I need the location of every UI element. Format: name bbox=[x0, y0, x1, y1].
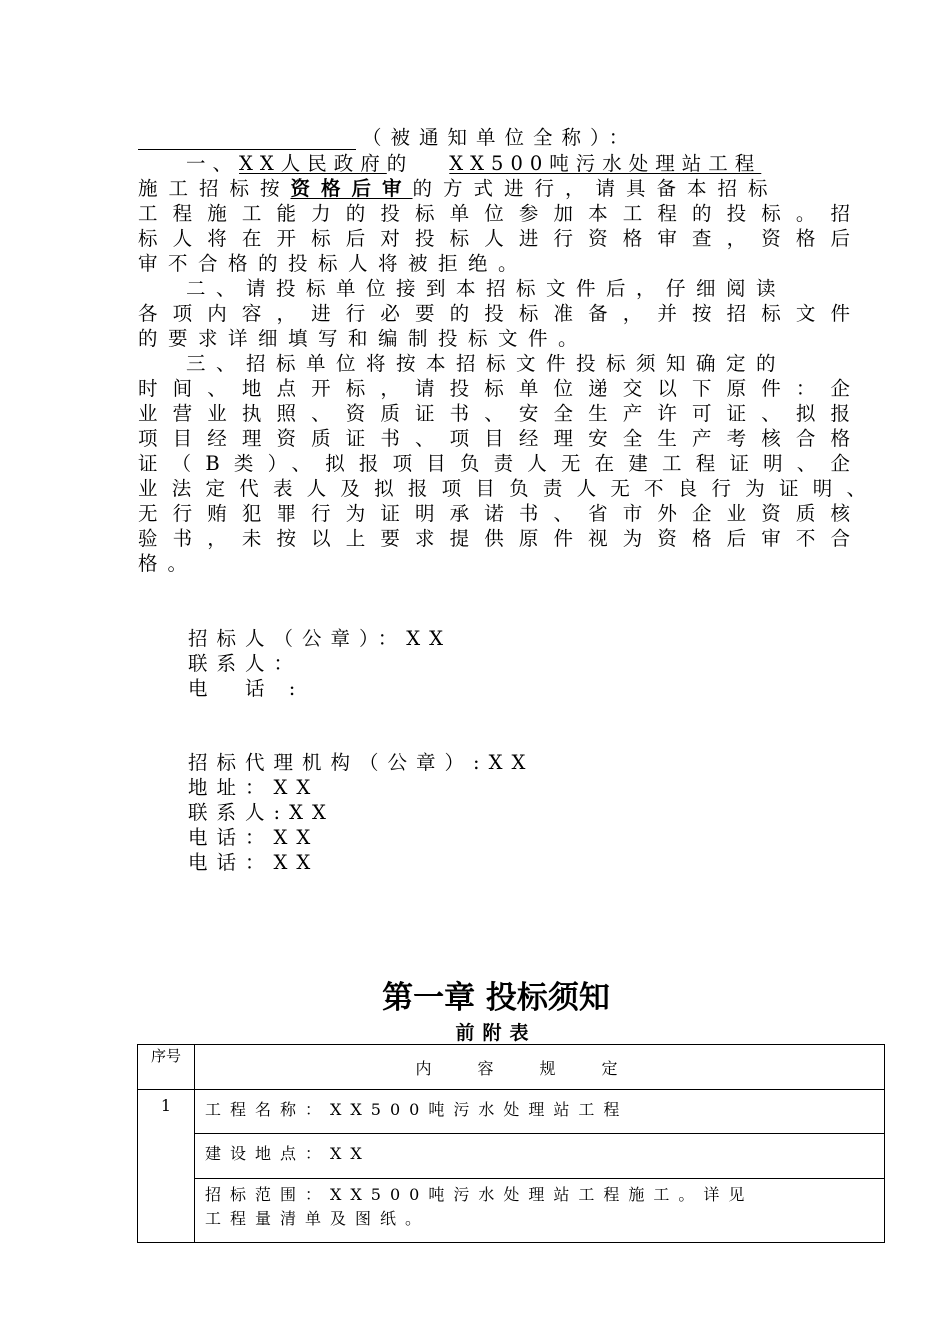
paragraph-2-line-1: 二、请投标单位接到本招标文件后，仔细阅读 bbox=[186, 277, 787, 300]
paragraph-3-line-1: 三、招标单位将按本招标文件投标须知确定的 bbox=[186, 352, 787, 375]
addressee-line bbox=[138, 122, 850, 150]
table-row bbox=[138, 1090, 885, 1134]
agency-line: 招标代理机构（公章）:XX bbox=[188, 751, 535, 774]
paragraph-1-line-2 bbox=[138, 173, 850, 201]
table-row bbox=[138, 1134, 885, 1179]
agency-contact-line: 联系人:XX bbox=[188, 801, 335, 824]
paragraph-1-line-4: 标人将在开标后对投标人进行资格审查，资格后 bbox=[138, 227, 850, 250]
paragraph-3-line-2: 时间、地点开标，请投标单位递交以下原件：企 bbox=[138, 377, 850, 400]
scope-cell bbox=[195, 1179, 885, 1243]
address-line: 地址：XX bbox=[188, 776, 320, 799]
chapter-title: 第一章 投标须知 bbox=[382, 980, 610, 1016]
paragraph-1-line-1 bbox=[138, 148, 850, 176]
paragraph-2-line-3: 的要求详细填写和编制投标文件。 bbox=[138, 327, 589, 350]
table-row bbox=[138, 1179, 885, 1243]
chapter-subtitle: 前附表 bbox=[455, 1022, 537, 1044]
scope-line-1: 招标范围：XX500吨污水处理站工程施工。详见 bbox=[205, 1185, 754, 1204]
p1-prefix: 一、 bbox=[186, 152, 240, 175]
p1-issuer: XX人民政府 bbox=[239, 152, 387, 175]
paragraph-3-line-8: 验书，未按以上要求提供原件视为资格后审不合 bbox=[138, 527, 850, 550]
project-name-cell: 工程名称：XX500吨污水处理站工程 bbox=[195, 1090, 885, 1134]
paragraph-1-line-3: 工程施工能力的投标单位参加本工程的投标。招 bbox=[138, 202, 850, 225]
phone-line: 电 话 : bbox=[188, 677, 305, 700]
p1-l2-bold: 资格后审 bbox=[290, 177, 413, 200]
header-num-cell: 序号 bbox=[138, 1045, 195, 1090]
row-num-cell: 1 bbox=[138, 1090, 195, 1243]
paragraph-3-line-5: 证（B类）、拟报项目负责人无在建工程证明、企 bbox=[138, 452, 850, 475]
p1-de: 的 bbox=[386, 152, 414, 175]
agency-phone-line-2: 电话：XX bbox=[188, 851, 320, 874]
paragraph-1-line-5: 审不合格的投标人将被拒绝。 bbox=[138, 252, 529, 275]
p1-l2-a: 施工招标按 bbox=[138, 177, 291, 200]
tenderer-line: 招标人（公章）：XX bbox=[188, 627, 453, 650]
p1-project: XX500吨污水处理站工程 bbox=[449, 152, 762, 175]
paragraph-2-line-2: 各项内容，进行必要的投标准备，并按招标文件 bbox=[138, 302, 850, 325]
scope-line-2: 工程量清单及图纸。 bbox=[205, 1209, 431, 1228]
paragraph-3-line-4: 项目经理资质证书、项目经理安全生产考核合格 bbox=[138, 427, 850, 450]
addressee-label: （被通知单位全称）： bbox=[362, 126, 638, 149]
contact-line: 联系人： bbox=[188, 652, 303, 675]
paragraph-3-line-9: 格。 bbox=[138, 552, 198, 575]
header-content-cell: 内容规定 bbox=[195, 1045, 885, 1090]
location-cell: 建设地点：XX bbox=[195, 1134, 885, 1179]
paragraph-3-line-6: 业法定代表人及拟报项目负责人无不良行为证明、 bbox=[138, 477, 866, 500]
front-attachment-table bbox=[137, 1044, 885, 1243]
agency-phone-line-1: 电话：XX bbox=[188, 826, 320, 849]
paragraph-3-line-7: 无行贿犯罪行为证明承诺书、省市外企业资质核 bbox=[138, 502, 850, 525]
table-header-row bbox=[138, 1045, 885, 1090]
p1-l2-b: 的方式进行，请具备本招标 bbox=[412, 177, 779, 200]
paragraph-3-line-3: 业营业执照、资质证书、安全生产许可证、拟报 bbox=[138, 402, 850, 425]
